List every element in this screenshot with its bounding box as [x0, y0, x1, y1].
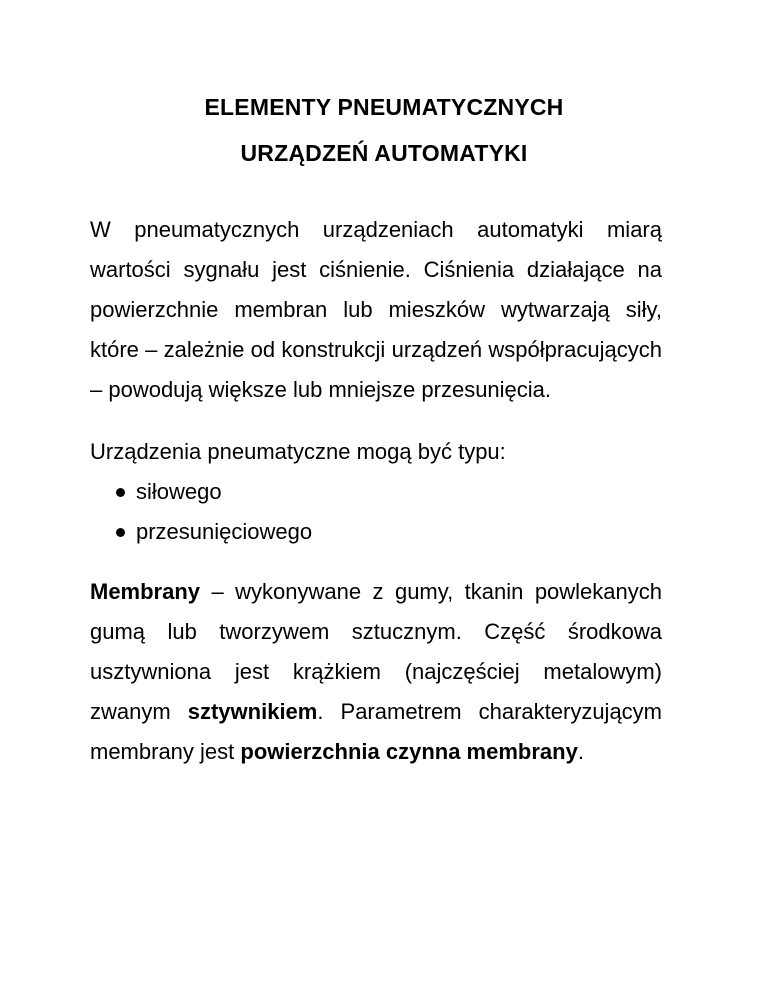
bullet-icon: [116, 488, 125, 497]
paragraph-membrany: [90, 572, 662, 772]
membrany-text-3: .: [577, 739, 584, 764]
title-line-2: URZĄDZEŃ AUTOMATYKI: [240, 140, 528, 166]
list-item-label: przesunięciowego: [136, 519, 313, 544]
term-powierzchnia-czynna: powierzchnia czynna membrany: [240, 739, 578, 764]
types-list: [90, 472, 662, 552]
document-title: [106, 0, 662, 176]
term-sztywnik: sztywnikiem: [187, 699, 318, 724]
membrany-text-1: – wykonywane z gumy, tkanin powlekanych gumą lub tworzywem sztucznym. Część środkowa usztywniona jest krążkiem (najczęściej metalowym) zwanym: [90, 579, 662, 724]
membrany-text-2: . Parametrem charakteryzującym membrany jest: [90, 699, 663, 764]
term-membrany: Membrany: [90, 579, 201, 604]
bullet-icon: [116, 528, 125, 537]
title-line-1: ELEMENTY PNEUMATYCZNYCH: [204, 94, 564, 120]
paragraph-intro: W pneumatycznych urządzeniach automatyki miarą wartości sygnału jest ciśnienie. Ciśnienia działające na powierzchnie membran lub mieszków wytwarzają siły, które – zależnie od konstrukcji urządzeń współpracujących – powodują większe lub mniejsze przesunięcia.: [90, 217, 662, 402]
list-item: [116, 512, 662, 552]
list-item-label: siłowego: [136, 479, 222, 504]
list-item: [116, 472, 662, 512]
paragraph-types-lead: Urządzenia pneumatyczne mogą być typu:: [90, 439, 506, 464]
